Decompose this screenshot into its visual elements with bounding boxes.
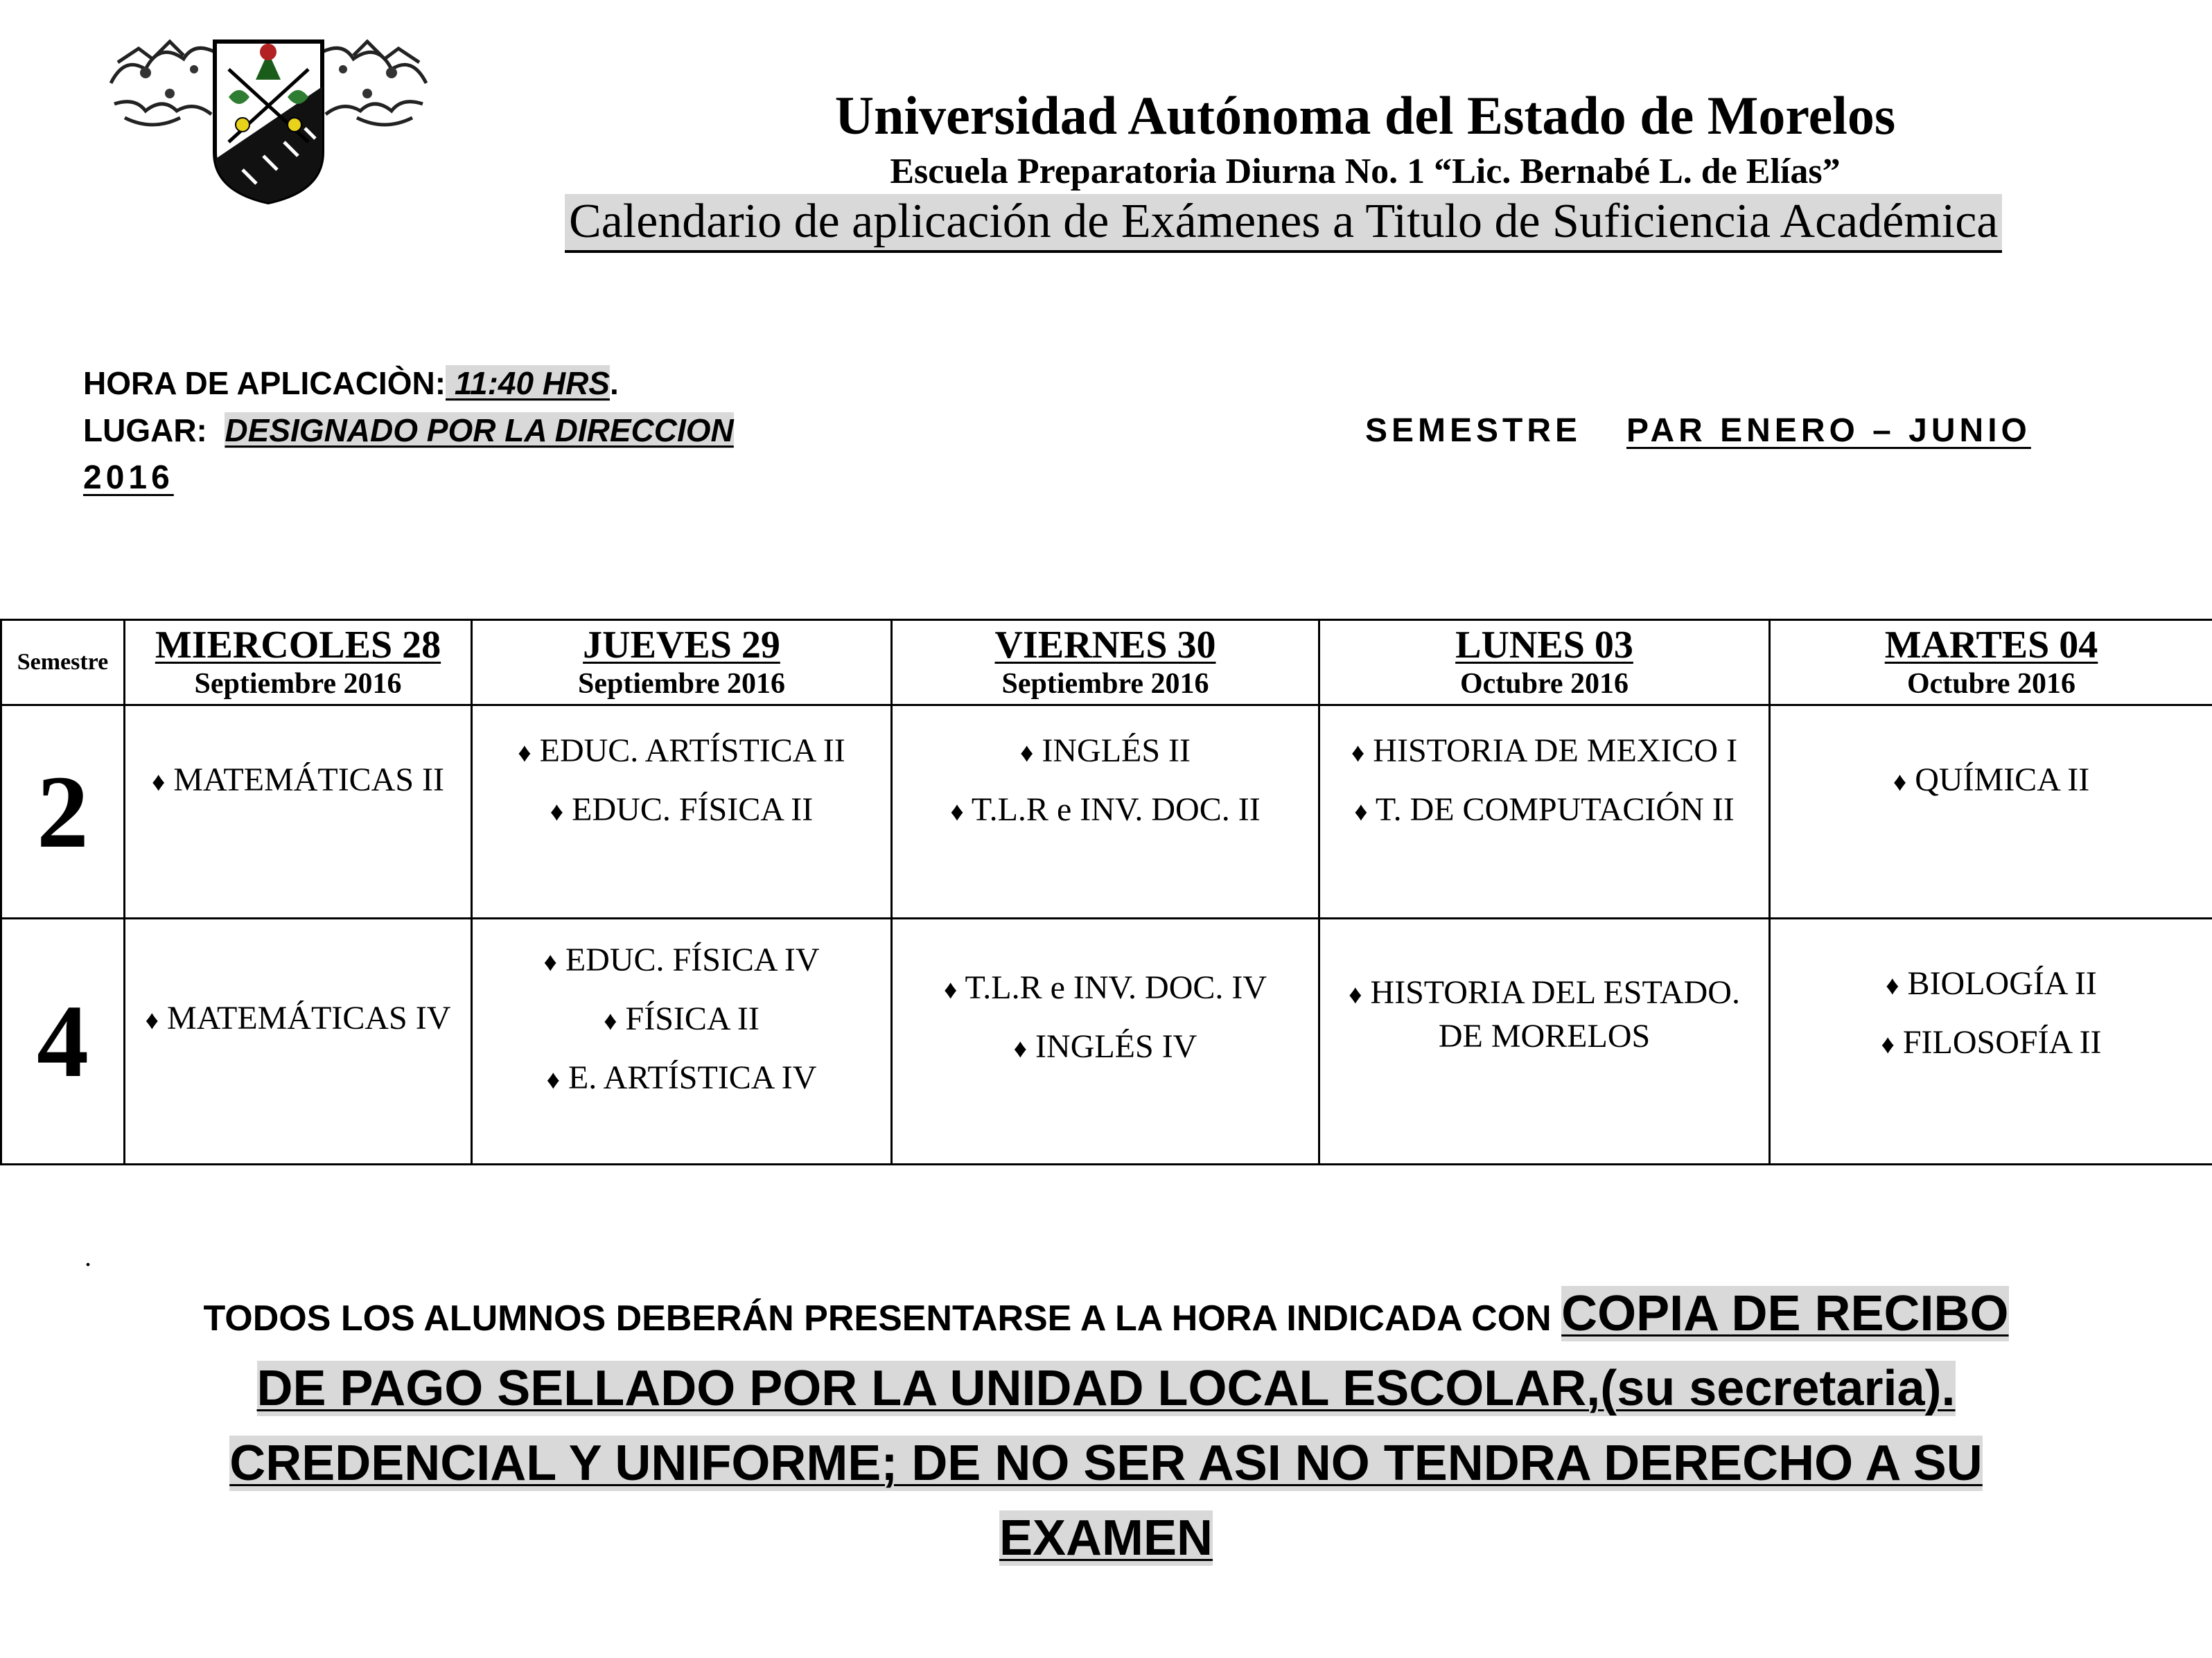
day-header: JUEVES 29 Septiembre 2016 [472, 620, 892, 705]
subject-item: ♦ FILOSOFÍA II [1881, 1024, 2102, 1061]
diamond-bullet-icon: ♦ [543, 948, 557, 977]
subject-item: ♦ EDUC. FÍSICA II [550, 791, 814, 828]
subject-cell [472, 705, 892, 919]
day-header: VIERNES 30 Septiembre 2016 [892, 620, 1319, 705]
schedule-table [0, 619, 2212, 1165]
diamond-bullet-icon: ♦ [1893, 768, 1907, 797]
subject-item: ♦ BIOLOGÍA II [1886, 965, 2097, 1002]
subject-cell [125, 919, 472, 1165]
diamond-bullet-icon: ♦ [604, 1007, 617, 1036]
semester-number: 4 [1, 919, 125, 1165]
semestre-year: 2016 [83, 459, 174, 496]
lugar-value: DESIGNADO POR LA DIRECCION [225, 412, 734, 448]
hora-colon: : [434, 365, 446, 401]
university-crest-icon [104, 21, 433, 204]
diamond-bullet-icon: ♦ [518, 739, 532, 768]
subject-item: ♦ HISTORIA DEL ESTADO. [1349, 974, 1740, 1011]
subject-cell [892, 705, 1319, 919]
subject-cell [1770, 705, 2212, 919]
notice-block [62, 1283, 2150, 1582]
notice-line-1: TODOS LOS ALUMNOS DEBERÁN PRESENTARSE A LA HORA INDICADA CON COPIA DE RECIBO [203, 1286, 2009, 1341]
subject-item-continuation: DE MORELOS [1438, 1018, 1651, 1055]
university-title: Universidad Autónoma del Estado de Morelos [834, 85, 1896, 145]
subject-cell [1770, 919, 2212, 1165]
subject-cell [1319, 705, 1770, 919]
subject-item: ♦ INGLÉS IV [1013, 1028, 1197, 1065]
subject-item: ♦ E. ARTÍSTICA IV [546, 1059, 817, 1096]
lugar-line [83, 412, 734, 449]
notice-line-3: CREDENCIAL Y UNIFORME; DE NO SER ASI NO TENDRA DERECHO A SU [229, 1436, 1983, 1491]
subject-item: ♦ T.L.R e INV. DOC. II [950, 791, 1261, 828]
hora-value: 11:40 HRS [446, 365, 610, 401]
day-header: LUNES 03 Octubre 2016 [1319, 620, 1770, 705]
notice-line-2: DE PAGO SELLADO POR LA UNIDAD LOCAL ESCOLAR,(su secretaria). [256, 1361, 1956, 1416]
diamond-bullet-icon: ♦ [943, 976, 958, 1005]
hora-period: . [609, 365, 619, 401]
diamond-bullet-icon: ♦ [1019, 739, 1034, 768]
subject-cell [125, 705, 472, 919]
subject-item: ♦ EDUC. ARTÍSTICA II [518, 732, 845, 769]
hora-label: HORA DE APLICACIÒN [83, 365, 435, 401]
diamond-bullet-icon: ♦ [1881, 1030, 1895, 1059]
subject-item: ♦ T.L.R e INV. DOC. IV [943, 969, 1267, 1006]
table-row [1, 919, 2212, 1165]
diamond-bullet-icon: ♦ [1013, 1034, 1028, 1064]
semestre-label: SEMESTRE [1365, 412, 1582, 449]
hora-line [83, 364, 619, 402]
subject-item: ♦ INGLÉS II [1019, 732, 1191, 769]
semestre-value: PAR ENERO – JUNIO [1626, 412, 2031, 449]
day-header: MARTES 04 Octubre 2016 [1770, 620, 2212, 705]
diamond-bullet-icon: ♦ [550, 797, 564, 827]
diamond-bullet-icon: ♦ [950, 797, 964, 827]
subject-item: ♦ HISTORIA DE MEXICO I [1351, 732, 1738, 769]
subject-item: ♦ MATEMÁTICAS IV [145, 1000, 451, 1037]
diamond-bullet-icon: ♦ [1351, 739, 1365, 768]
subject-cell [472, 919, 892, 1165]
diamond-bullet-icon: ♦ [546, 1066, 560, 1095]
school-name: Escuela Preparatoria Diurna No. 1 “Lic. Bernabé L. de Elías” [890, 152, 1841, 191]
subject-item: ♦ QUÍMICA II [1893, 761, 2090, 798]
subject-item: ♦ FÍSICA II [604, 1000, 760, 1037]
diamond-bullet-icon: ♦ [1354, 797, 1368, 827]
notice-line-4: EXAMEN [999, 1510, 1213, 1566]
stray-dot: . [85, 1241, 91, 1272]
day-header: MIERCOLES 28 Septiembre 2016 [125, 620, 472, 705]
subject-cell [1319, 919, 1770, 1165]
semester-number: 2 [1, 705, 125, 919]
lugar-label: LUGAR: [83, 412, 207, 448]
diamond-bullet-icon: ♦ [151, 768, 166, 797]
subject-item: ♦ T. DE COMPUTACIÓN II [1354, 791, 1735, 828]
diamond-bullet-icon: ♦ [145, 1006, 159, 1035]
calendar-title: Calendario de aplicación de Exámenes a Titulo de Suficiencia Académica [565, 194, 2002, 253]
table-row [1, 705, 2212, 919]
subject-item: ♦ EDUC. FÍSICA IV [543, 942, 820, 978]
table-header-row [1, 620, 2212, 705]
subject-cell [892, 919, 1319, 1165]
semestre-column-header: Semestre [1, 620, 125, 705]
diamond-bullet-icon: ♦ [1886, 971, 1899, 1000]
diamond-bullet-icon: ♦ [1349, 980, 1362, 1009]
subject-item: ♦ MATEMÁTICAS II [151, 761, 445, 798]
